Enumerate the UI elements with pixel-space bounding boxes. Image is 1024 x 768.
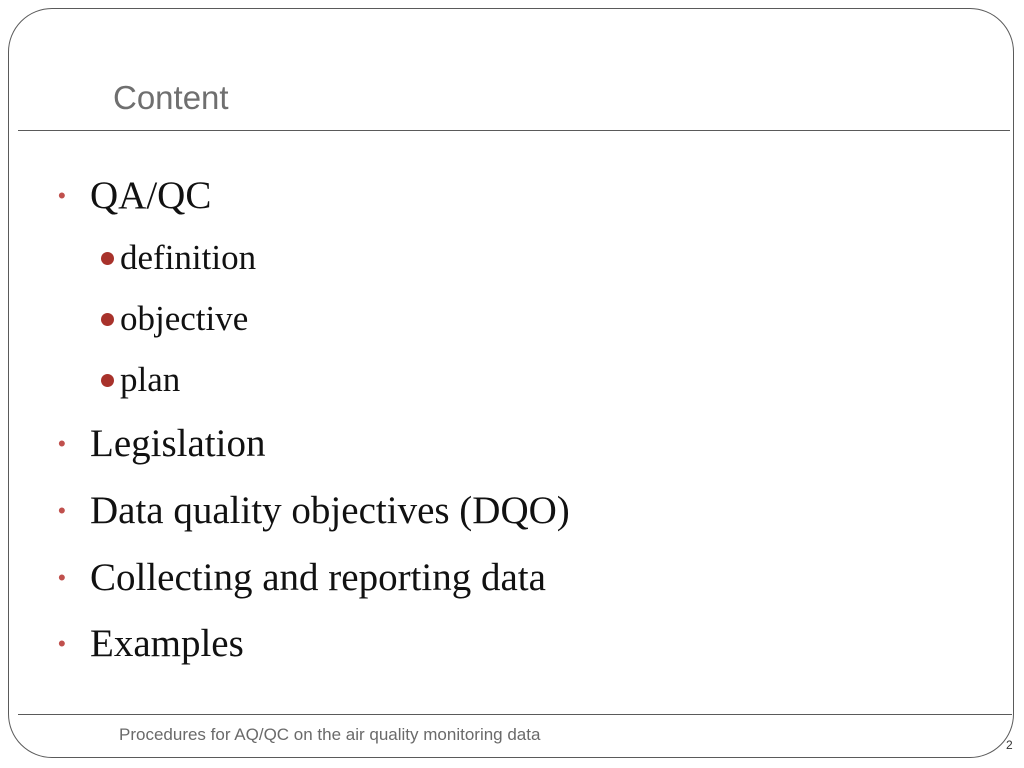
bullet-text: Data quality objectives (DQO): [90, 489, 570, 532]
bullet-icon: •: [58, 498, 66, 523]
footer-divider: [18, 714, 1012, 715]
bullet-icon: •: [58, 431, 66, 456]
sub-bullet-text: plan: [120, 360, 181, 399]
page-number: 2: [1006, 738, 1013, 752]
slide-title: Content: [113, 79, 229, 116]
footer-text: Procedures for AQ/QC on the air quality monitoring data: [119, 725, 541, 744]
bullet-text: Examples: [90, 622, 244, 665]
sub-bullet-icon: [101, 374, 114, 387]
sub-bullet-icon: [101, 313, 114, 326]
sub-bullet-text: objective: [120, 299, 249, 338]
bullet-icon: •: [58, 565, 66, 590]
bullet-icon: •: [58, 183, 66, 208]
bullet-text: Legislation: [90, 422, 266, 465]
bullet-text: QA/QC: [90, 174, 212, 217]
bullet-icon: •: [58, 631, 66, 656]
sub-bullet-text: definition: [120, 238, 257, 277]
bullet-text: Collecting and reporting data: [90, 556, 546, 599]
sub-bullet-icon: [101, 252, 114, 265]
